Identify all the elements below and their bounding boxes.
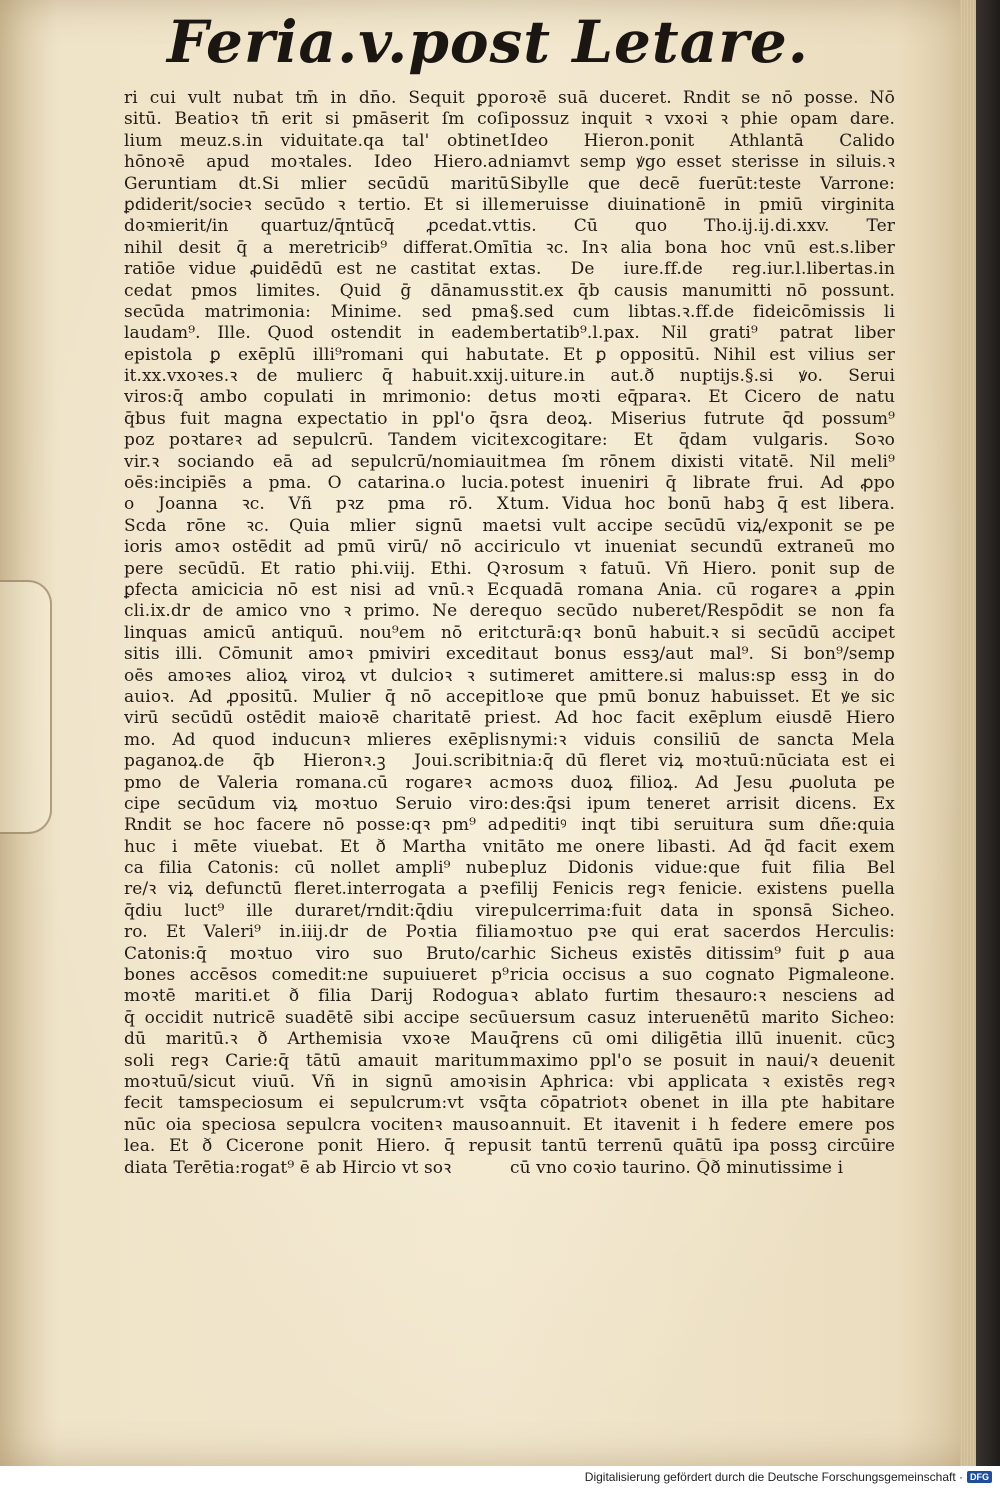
text-line: stit.ex q̄b causis manumitti nō possunt. <box>510 280 895 301</box>
text-line: uersum casuz interuenētū marito Sicheo: <box>510 1007 895 1028</box>
paper-fold <box>0 580 52 834</box>
text-line: ri cui vult nubat tm̄ in dn̄o. Sequit ꝑpo <box>124 88 509 108</box>
text-line: moꝛs duoꝝ filioꝝ. Ad Jesu ꝓuoluta pe <box>510 772 895 793</box>
text-line: virū secūdū ostēdit maioꝛē charitatē pri <box>124 708 509 729</box>
text-line: annuit. Et itavenit i h̄ federe emere pos <box>510 1114 895 1135</box>
text-line: quadā romana Ania. cū rogareꝛ a ꝓpin <box>510 579 895 600</box>
text-line: rosum ꝛ fatuū. Vñ Hiero. ponit sup de <box>510 558 895 579</box>
text-line: vir.ꝛ sociando eā ad sepulcrū/nomiauit <box>124 451 509 472</box>
text-line: pulcerrima:fuit data in sponsā Sicheo. <box>510 900 895 921</box>
text-line: q̄diu luct⁹ ille duraret/rndit:q̄diu vire <box>124 900 509 921</box>
text-line: etsi vult accipe secūdū viꝝ/exponit se pe <box>510 515 895 536</box>
text-line: sit tantū terrenū quātū ipa possꝫ circūire <box>510 1136 895 1157</box>
text-line: poz poꝛtareꝛ ad sepulcrū. Tandem vicit <box>124 430 509 451</box>
text-line: sitis illi. Cōmunit amoꝛ pmiviri excedit <box>124 644 509 665</box>
text-line: aut bonus essꝫ/aut mal⁹. Si bon⁹/semp <box>510 644 895 665</box>
right-text-column <box>510 88 895 1179</box>
text-line: diata Terētia:rogat⁹ ē ab Hircio vt soꝛ <box>124 1157 452 1178</box>
text-line: lium meuz.s.in viduitate.qa tal' obtinet <box>124 130 509 151</box>
text-line: tate. Et ꝑ oppositū. Nihil est vilius ser <box>510 344 895 365</box>
text-line: potest inueniri q̄ librate frui. Ad ꝓpo <box>510 473 895 494</box>
text-line: cturā:qꝛ bonū habuit.ꝛ si secūdū accipet <box>510 622 895 643</box>
text-line: cli.ix.dr de amico vno ꝛ primo. Ne dere <box>124 601 509 622</box>
text-line: timeret amittere.si malus:sp essꝫ in do <box>510 665 895 686</box>
text-line: fecit tamspeciosum ei sepulcrum:vt vsq̄ <box>124 1093 509 1114</box>
text-line: cedat pmos limites. Quid ḡ dānamus <box>124 280 509 301</box>
text-line: roꝛē suā duceret. Rndit se nō posse. Nō <box>510 88 895 108</box>
text-line: ꝛ ablato furtim thesauro:ꝛ nesciens ad <box>510 986 895 1007</box>
text-line: cū vno coꝛio taurino. Q̄ð minutissime i <box>510 1157 844 1178</box>
text-line: doꝛmierit/in quartuz/q̄ntūcq̄ ꝓcedat.vt <box>124 216 509 237</box>
text-line: pluz Didonis vidue:que fuit filia Bel <box>510 858 895 879</box>
text-line: hōnoꝛē apud moꝛtales. Ideo Hiero.ad <box>124 152 509 173</box>
text-line: mo. Ad quod inducunꝛ mlieres exēplis <box>124 729 509 750</box>
text-line: laudam⁹. Ille. Quod ostendit in eadem <box>124 323 509 344</box>
text-line: moꝛtuū/sicut viuū. Vñ in signū amoꝛis <box>124 1071 509 1092</box>
footer-credit: Digitalisierung gefördert durch die Deutsche Forschungsgemeinschaft · <box>584 1470 963 1484</box>
text-line: nia:q̄ dū fleret viꝝ moꝛtuū:nūciata est ei <box>510 751 895 772</box>
text-line: q̄bus fuit magna expectatio in ppl'o q̄s <box>124 408 509 429</box>
text-line: paganoꝝ.de q̄b Hieronꝛ.ꝫ Joui.scribit <box>124 751 509 772</box>
text-line: re/ꝛ viꝝ defunctū fleret.interrogata a pꝛe <box>124 879 509 900</box>
text-line: meruisse diuinationē in pmiū virginita <box>510 194 895 215</box>
text-line: peditiꝰ inqt tibi seruitura sum dñe:quia <box>510 815 895 836</box>
text-line: tas. De iure.ff.de reg.iur.l.libertas.in <box>510 259 895 280</box>
text-line: filij Fenicis regꝛ fenicie. existens puella <box>510 879 895 900</box>
page-edge <box>960 0 976 1466</box>
digitization-footer <box>0 1466 1000 1488</box>
text-line: lea. Et ð Cicerone ponit Hiero. q̄ repu <box>124 1136 509 1157</box>
text-line: mea ſm rōnem dixisti vitatē. Nil meli⁹ <box>510 451 895 472</box>
text-line: sitū. Beatioꝛ tn̄ erit si pmāserit ſm coſi <box>124 109 509 130</box>
text-line: ꝑfecta amicicia nō est nisi ad vnū.ꝛ Ec <box>124 579 509 600</box>
text-line: ratiōe vidue ꝓuidēdū est ne castitat ex <box>124 259 509 280</box>
text-line: §.sed cum libtas.ꝛ.ff.de fideicōmissis li <box>510 301 895 322</box>
text-line: ioris amoꝛ ostēdit ad pmū virū/ nō acci <box>124 537 509 558</box>
text-line: q̄rens cū omi diligētia illū inuenit. cūcꝫ <box>510 1029 895 1050</box>
text-line: ꝑdiderit/socieꝛ secūdo ꝛ tertio. Et si ille <box>124 194 509 215</box>
text-line: soli regꝛ Carie:q̄ tātū amauit maritum <box>124 1050 509 1071</box>
text-line: uiture.in aut.ð nuptijs.§.si ꝟo. Serui <box>510 366 895 387</box>
text-line: epistola ꝑ exēplū illi⁹romani qui habu <box>124 344 509 365</box>
text-line: loꝛe que pmū bonuz habuisset. Et ꝟe sic <box>510 686 895 707</box>
text-line: quo secūdo nuberet/Respōdit se non fa <box>510 601 895 622</box>
text-line: moꝛtē mariti.et ð filia Darij Rodogua <box>124 986 509 1007</box>
text-line: oēs amoꝛes alioꝝ viroꝝ vt dulcioꝛ ꝛ su <box>124 665 509 686</box>
text-line: tus moꝛti eq̄paraꝛ. Et Cicero de natu <box>510 387 895 408</box>
text-line: secūda matrimonia: Minime. sed pma <box>124 301 509 322</box>
text-line: linquas amicū antiquū. nou⁹em nō erit <box>124 622 509 643</box>
text-line: tum. Vidua hoc bonū habꝫ q̄ est libera. <box>510 494 895 515</box>
text-line: huc i mēte viuebat. Et ð Martha vni <box>124 836 509 857</box>
scanner-background <box>974 0 1000 1466</box>
text-line: it.xx.vxoꝛes.ꝛ de mulierc q̄ habuit.xxij. <box>124 366 509 387</box>
text-line: in Aphrica: vbi applicata ꝛ existēs regꝛ <box>510 1071 895 1092</box>
text-line: dū maritū.ꝛ ð Arthemisia vxoꝛe Mau <box>124 1029 509 1050</box>
text-line: maximo ppl'o se posuit in naui/ꝛ deuenit <box>510 1050 895 1071</box>
text-line: nihil desit q̄ a meretricib⁹ differat.Omī <box>124 237 509 258</box>
running-header: Feria.v.post Letare. <box>167 8 809 76</box>
text-line: nūc oia speciosa sepulcra vocitenꝛ mauso <box>124 1114 509 1135</box>
text-line: ra deoꝝ. Miserius futrute q̄d possum⁹ <box>510 408 895 429</box>
text-line: viros:q̄ ambo copulati in mrimonio: de <box>124 387 509 408</box>
text-line: o Joanna ꝛc. Vñ pꝛz pma rō. X <box>124 494 509 515</box>
text-line: pmo de Valeria romana.cū rogareꝛ ac <box>124 772 509 793</box>
text-line: cipe secūdum viꝝ moꝛtuo Seruio viro: <box>124 793 509 814</box>
text-line: Catonis:q̄ moꝛtuo viro suo Bruto/car <box>124 943 509 964</box>
text-line: tis. Cū quo Tho.ij.ij.di.xxv. Ter <box>510 216 895 237</box>
text-line: oēs:incipiēs a pma. O catarina.o lucia. <box>124 473 509 494</box>
text-line: des:q̄si ipum teneret arrisit dicens. Ex <box>510 793 895 814</box>
text-line: niamvt semp ꝟgo esset sterisse in siluis.ꝛ <box>510 152 895 173</box>
text-line: auioꝛ. Ad ꝓpositū. Mulier q̄ nō accepit <box>124 686 509 707</box>
text-line: tia ꝛc. Inꝛ alia bona hoc vnū est.s.liber <box>510 237 895 258</box>
text-line: ricia occisus a suo cognato Pigmaleone. <box>510 965 895 986</box>
text-line: Sibylle que decē fuerūt:teste Varrone: <box>510 173 895 194</box>
text-line: bones accēsos comedit:ne supuiueret p⁹ <box>124 965 509 986</box>
text-line: Rndit se hoc facere nō posse:qꝛ pm⁹ ad <box>124 815 509 836</box>
text-line: Ideo Hieron.ponit Athlantā Calido <box>510 130 895 151</box>
text-line: pere secūdū. Et ratio phi.viij. Ethi. Qꝛ <box>124 558 509 579</box>
text-line: possuz inquit ꝛ vxoꝛi ꝛ phie opam dare. <box>510 109 895 130</box>
text-line: q̄ occidit nutricē suadētē sibi accipe secū <box>124 1007 509 1028</box>
text-line: est. Ad hoc facit exēplum eiusdē Hiero <box>510 708 895 729</box>
text-line: hic Sicheus existēs ditissim⁹ fuit ꝑ aua <box>510 943 895 964</box>
text-line: ro. Et Valeri⁹ in.iiij.dr de Poꝛtia filia <box>124 922 509 943</box>
text-line: excogitare: Et q̄dam vulgaris. Soꝛo <box>510 430 895 451</box>
text-line: nymi:ꝛ viduis consiliū de sancta Mela <box>510 729 895 750</box>
text-line: ta cōpatriotꝛ obenet in illa pte habitare <box>510 1093 895 1114</box>
text-line: Scda rōne ꝛc. Quia mlier signū ma <box>124 515 509 536</box>
left-text-column <box>124 88 509 1179</box>
dfg-logo: DFG <box>967 1471 992 1483</box>
text-line: ca filia Catonis: cū nollet ampli⁹ nube <box>124 858 509 879</box>
text-line: riculo vt inueniat secundū extraneū mo <box>510 537 895 558</box>
text-line: tāto me onere libasti. Ad q̄d facit exem <box>510 836 895 857</box>
text-line: Geruntiam dt.Si mlier secūdū maritū <box>124 173 509 194</box>
text-line: moꝛtuo pꝛe qui erat sacerdos Herculis: <box>510 922 895 943</box>
text-line: bertatib⁹.l.pax. Nil grati⁹ patrat liber <box>510 323 895 344</box>
